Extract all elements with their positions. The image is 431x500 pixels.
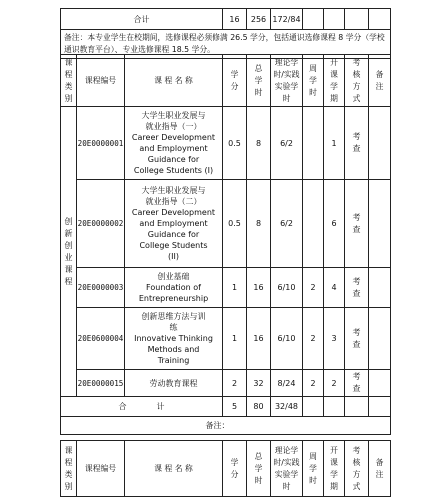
course-credits: 0.5 [223,180,247,268]
course-code: 20E0000003 [77,268,125,308]
course-credits: 0.5 [223,107,247,180]
category-cell: 创新创业课程 [61,107,77,397]
header-remarks: 备注 [369,55,391,107]
header-code: 课程编号 [77,441,125,497]
course-name: 创业基础 Foundation of Entrepreneurship [125,268,223,308]
header-semester: 开课学期 [324,441,345,497]
course-theory-practice: 6/2 [271,180,303,268]
course-assessment: 考查 [345,268,369,308]
course-code: 20E0000002 [77,180,125,268]
course-semester: 2 [324,370,345,397]
header-assessment: 考核方式 [345,55,369,107]
header-total-hours: 总学时 [247,441,271,497]
header-category: 课程类别 [61,55,77,107]
header-credits: 学分 [223,441,247,497]
course-code: 20E0000001 [77,107,125,180]
header-total-hours: 总学时 [247,55,271,107]
course-remarks [369,370,391,397]
course-table [60,54,391,435]
header-category: 课程类别 [61,441,77,497]
course-assessment: 考查 [345,308,369,370]
header-weekly-hours: 周学时 [303,441,324,497]
course-remarks [369,308,391,370]
subtotal-hours: 80 [247,397,271,417]
header-semester: 开课学期 [324,55,345,107]
course-weekly [303,180,324,268]
table-row [61,107,391,180]
course-semester: 3 [324,308,345,370]
header-row [61,441,391,497]
total-label: 合计 [61,9,223,30]
table-row [61,268,391,308]
header-name: 课 程 名 称 [125,55,223,107]
course-assessment: 考查 [345,370,369,397]
course-weekly: 2 [303,308,324,370]
table-row [61,308,391,370]
course-weekly [303,107,324,180]
subtotal-credits: 5 [223,397,247,417]
course-name: 大学生职业发展与 就业指导（一） Career Development and Employment Guidance for College Students (I) [125,107,223,180]
course-semester: 6 [324,180,345,268]
total-credits: 16 [223,9,247,30]
course-name: 大学生职业发展与 就业指导（二） Career Development and Employment Guidance for College Students (II) [125,180,223,268]
table-row [61,180,391,268]
course-hours: 32 [247,370,271,397]
course-semester: 4 [324,268,345,308]
header-theory-practice: 理论学时/实践实验学时 [271,55,303,107]
course-code: 20E0000015 [77,370,125,397]
elective-note: 备注：本专业学生在校期间，选修课程必须修满 26.5 学分，包括通识选修课程 8 学分（学校通识教育平台）、专业选修课程 18.5 学分。 [61,30,391,59]
header-row [61,55,391,107]
course-name: 创新思维方法与训 练 Innovative Thinking Methods and Training [125,308,223,370]
header-name: 课 程 名 称 [125,441,223,497]
course-credits: 2 [223,370,247,397]
course-weekly: 2 [303,370,324,397]
course-hours: 16 [247,308,271,370]
header-assessment: 考核方式 [345,441,369,497]
header-code: 课程编号 [77,55,125,107]
header-credits: 学分 [223,55,247,107]
course-remarks [369,268,391,308]
course-weekly: 2 [303,268,324,308]
subtotal-label: 合 计 [61,397,223,417]
course-credits: 1 [223,308,247,370]
course-assessment: 考查 [345,180,369,268]
total-theory-practice: 172/84 [271,9,303,30]
summary-table [60,8,391,59]
course-credits: 1 [223,268,247,308]
course-hours: 8 [247,180,271,268]
header-remarks: 备注 [369,441,391,497]
course-theory-practice: 8/24 [271,370,303,397]
course-remarks [369,180,391,268]
table-row [61,370,391,397]
total-hours: 256 [247,9,271,30]
course-theory-practice: 6/2 [271,107,303,180]
subtotal-theory-practice: 32/48 [271,397,303,417]
course-code: 20E0600004 [77,308,125,370]
course-semester: 1 [324,107,345,180]
course-theory-practice: 6/10 [271,308,303,370]
course-theory-practice: 6/10 [271,268,303,308]
course-hours: 16 [247,268,271,308]
course-name: 劳动教育课程 [125,370,223,397]
course-remarks [369,107,391,180]
course-assessment: 考查 [345,107,369,180]
course-hours: 8 [247,107,271,180]
next-section-header [60,440,391,497]
header-weekly-hours: 周学时 [303,55,324,107]
subtotal-row [61,397,391,417]
header-theory-practice: 理论学时/实践实验学时 [271,441,303,497]
bottom-note: 备注： [61,417,391,435]
